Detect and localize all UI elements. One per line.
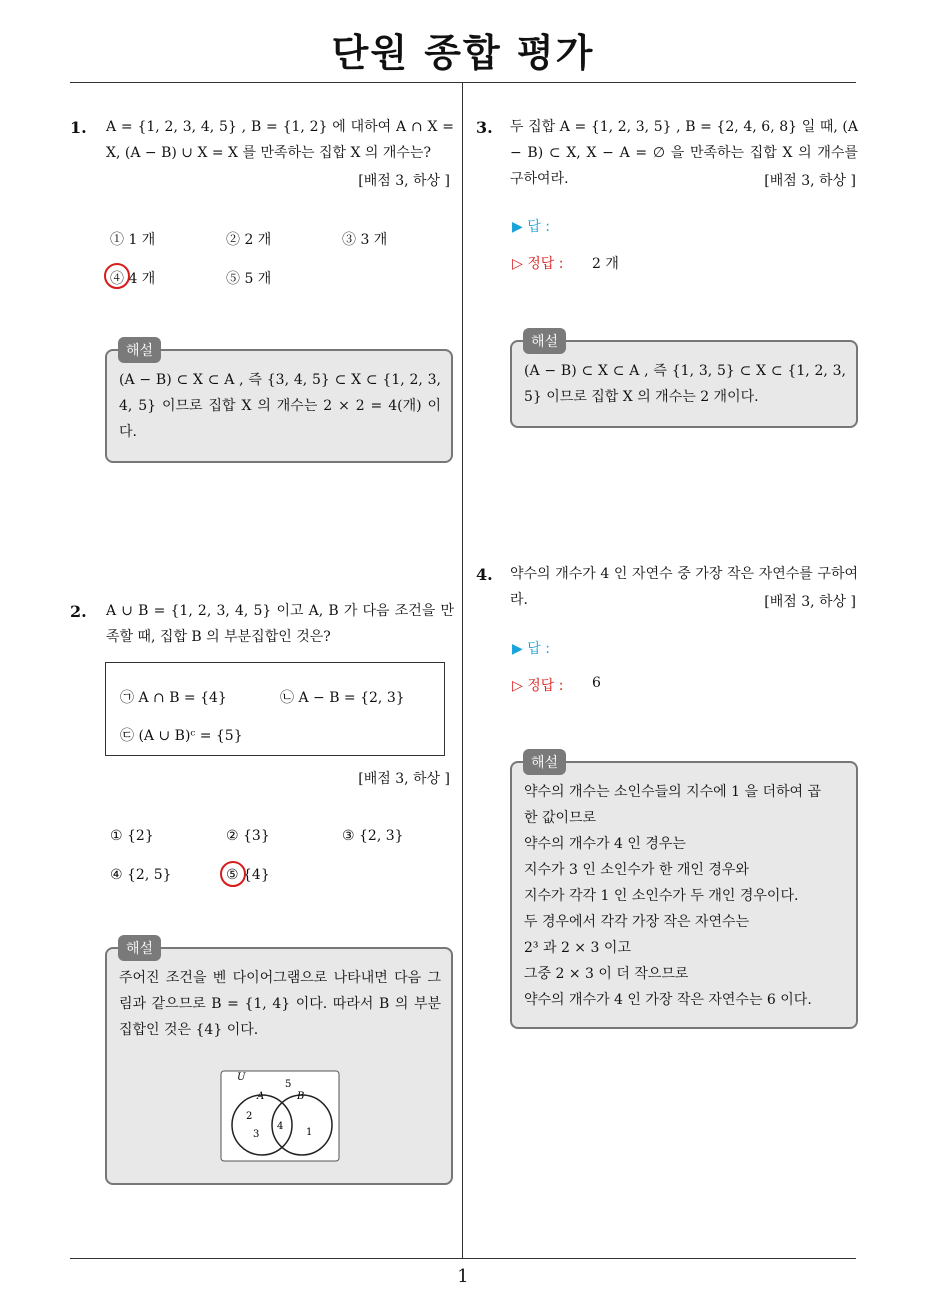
correct-answer-value: 6	[592, 675, 601, 691]
question-number: 3.	[476, 118, 493, 137]
page-number: 1	[457, 1266, 469, 1287]
correct-answer-value: 2 개	[592, 256, 619, 272]
question-text: 약수의 개수가 4 인 자연수 중 가장 작은 자연수를 구하여라.	[510, 566, 858, 608]
option-3[interactable]: ③ 3 개	[342, 232, 388, 248]
venn-value-a-only: 2	[246, 1111, 253, 1122]
conditions-box	[105, 662, 445, 756]
explanation-tag: 해설	[523, 749, 566, 775]
bottom-divider	[70, 1258, 856, 1259]
column-divider	[462, 82, 463, 1258]
option-1[interactable]: ① 1 개	[110, 232, 156, 248]
explanation-line: 약수의 개수가 4 인 경우는	[524, 836, 686, 852]
option-3[interactable]: ③ {2, 3}	[342, 828, 404, 844]
venn-value-b-only: 1	[306, 1127, 313, 1138]
option-1[interactable]: ① {2}	[110, 828, 154, 844]
venn-label-b: B	[297, 1091, 305, 1102]
explanation-line: 약수의 개수가 4 인 가장 작은 자연수는 6 이다.	[524, 992, 812, 1008]
venn-value-a-only: 3	[253, 1129, 260, 1140]
page-title: 단원 종합 평가	[331, 31, 595, 75]
venn-value-both: 4	[277, 1121, 284, 1132]
option-4[interactable]: ④ {2, 5}	[110, 867, 172, 883]
selected-answer-mark	[104, 263, 130, 289]
question-number: 4.	[476, 565, 493, 584]
question-text: A ∪ B = {1, 2, 3, 4, 5} 이고 A, B 가 다음 조건을 만족할 때, 집합 B 의 부분집합인 것은?	[106, 603, 454, 645]
explanation-tag: 해설	[118, 935, 161, 961]
explanation-box	[510, 761, 858, 1029]
question-text: A = {1, 2, 3, 4, 5} , B = {1, 2} 에 대하여 A ∩ X = X, (A − B) ∪ X = X 를 만족하는 집합 X 의 개수는?	[106, 119, 454, 161]
venn-value-outside: 5	[285, 1079, 292, 1090]
option-5[interactable]: ⑤ 5 개	[226, 271, 272, 287]
selected-answer-mark	[220, 861, 246, 887]
explanation-box	[105, 349, 453, 463]
condition-1: ㉠ A ∩ B = {4}	[120, 690, 227, 706]
explanation-tag: 해설	[118, 337, 161, 363]
score-label: [배점 3, 하상 ]	[358, 173, 450, 189]
explanation-tag: 해설	[523, 328, 566, 354]
score-label: [배점 3, 하상 ]	[358, 771, 450, 787]
answer-label: ▶ 답 :	[512, 641, 550, 657]
option-5[interactable]: ⑤ {4}	[226, 867, 270, 883]
top-divider	[70, 82, 856, 83]
question-text: 두 집합 A = {1, 2, 3, 5} , B = {2, 4, 6, 8} 일 때, (A − B) ⊂ X, X − A = ∅ 을 만족하는 집합 X 의 개수를 구하여라.	[510, 119, 858, 187]
venn-label-a: A	[257, 1091, 265, 1102]
answer-label: ▶ 답 :	[512, 219, 550, 235]
explanation-line: 지수가 3 인 소인수가 한 개인 경우와	[524, 862, 749, 878]
venn-label-u: U	[237, 1072, 246, 1083]
explanation-line: 약수의 개수는 소인수들의 지수에 1 을 더하여 곱	[524, 784, 822, 800]
question-number: 2.	[70, 602, 87, 621]
question-number: 1.	[70, 118, 87, 137]
score-label: [배점 3, 하상 ]	[764, 594, 856, 610]
explanation-text	[524, 779, 846, 1013]
condition-3: ㉢ (A ∪ B)ᶜ = {5}	[120, 728, 243, 744]
option-2[interactable]: ② {3}	[226, 828, 270, 844]
option-2[interactable]: ② 2 개	[226, 232, 272, 248]
score-label: [배점 3, 하상 ]	[764, 173, 856, 189]
explanation-line: 두 경우에서 각각 가장 작은 자연수는	[524, 914, 750, 930]
explanation-line: 한 값이므로	[524, 810, 597, 826]
correct-answer-label: ▷ 정답 :	[512, 256, 564, 272]
explanation-text: (A − B) ⊂ X ⊂ A , 즉 {1, 3, 5} ⊂ X ⊂ {1, 2, 3, 5} 이므로 집합 X 의 개수는 2 개이다.	[524, 363, 846, 405]
explanation-box	[105, 947, 453, 1185]
explanation-line: 지수가 각각 1 인 소인수가 두 개인 경우이다.	[524, 888, 799, 904]
explanation-text: (A − B) ⊂ X ⊂ A , 즉 {3, 4, 5} ⊂ X ⊂ {1, 2, 3, 4, 5} 이므로 집합 X 의 개수는 2 × 2 = 4(개) 이다.	[119, 372, 441, 440]
explanation-text: 주어진 조건을 벤 다이어그램으로 나타내면 다음 그림과 같으므로 B = {1, 4} 이다. 따라서 B 의 부분집합인 것은 {4} 이다.	[119, 970, 441, 1038]
condition-2: ㉡ A − B = {2, 3}	[280, 690, 405, 706]
explanation-line: 그중 2 × 3 이 더 작으므로	[524, 966, 689, 982]
correct-answer-label: ▷ 정답 :	[512, 678, 564, 694]
explanation-line: 2³ 과 2 × 3 이고	[524, 940, 631, 956]
venn-diagram	[219, 1069, 341, 1163]
option-4[interactable]: ④ 4 개	[110, 271, 156, 287]
